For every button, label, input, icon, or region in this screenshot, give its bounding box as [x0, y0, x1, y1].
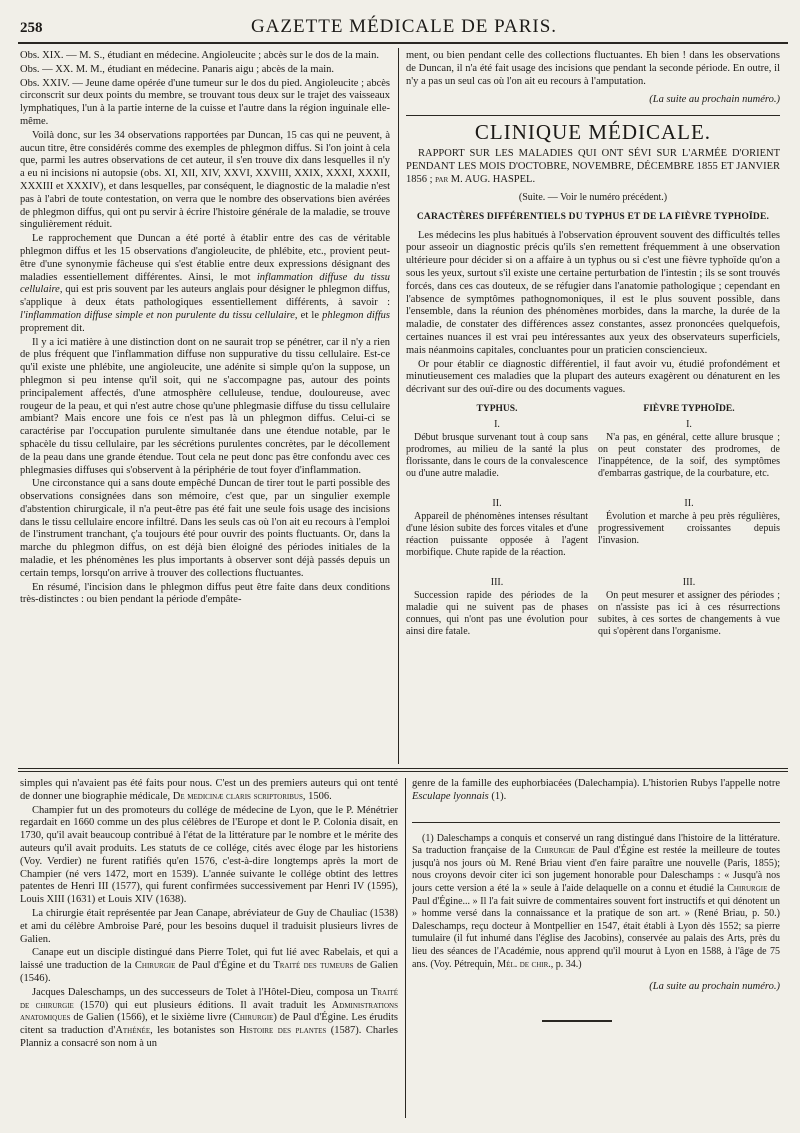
paragraph: Champier fut un des promoteurs du collége de médecine de Lyon, que le P. Ménétrier regardait en 1660 comme un des plus célèbres de l'Europe et dont le P. Colonia disait, en 1730, qu'il avait beaucoup contribué à l'état de la littérature par le nombre et le mérite des auteurs qu'il avait produits. Les statuts de ce collége, cités avec éloge par les historiens (Voy. Verdier) ne furent ratifiés qu'en 1576, c'est-à-dire longtemps après la mort de Champier (né vers 1472, mort en 1539). L'année suivante le collége obtint des lettres patentes de Henri III (1577), qui furent confirmées successivement par Henri IV (1595), Louis XIII (1631) et Louis XIV (1638).: [20, 804, 398, 906]
column-divider-bottom: [405, 778, 406, 1118]
page-header: [20, 14, 788, 38]
column-divider-top: [398, 48, 399, 764]
row-number: III.: [682, 576, 696, 588]
paragraph: simples qui n'avaient pas été faits pour nous. C'est un des premiers auteurs qui ont tenté de donner une biographie médicale, De medicinæ claris scriptoribus, 1506.: [20, 778, 398, 802]
left-column: [20, 50, 390, 764]
obs-20: Obs. — XX. M. M., étudiant en médecine. Panaris aigu ; abcès de la main.: [20, 63, 335, 75]
paragraph: En résumé, l'incision dans le phlegmon diffus peut être faite dans deux conditions très-distinctes : ou bien pendant la période d'empâte-: [20, 581, 390, 606]
report-heading: RAPPORT SUR LES MALADIES QUI ONT SÉVI SUR L'ARMÉE D'ORIENT PENDANT LES MOIS D'OCTOBRE, NOVEMBRE, DÉCEMBRE 1855 ET JANVIER 1856 ; par M. AUG. HASPEL.: [406, 147, 780, 185]
paragraph: genre de la famille des euphorbiacées (Dalechampia). L'historien Rubys l'appelle notre Esculape lyonnais (1).: [412, 778, 780, 802]
typhus-column: [406, 403, 588, 656]
fievre-heading: FIÈVRE TYPHOÏDE.: [643, 403, 735, 414]
suite-reference: (Suite. — Voir le numéro précédent.): [518, 191, 668, 203]
end-rule: [542, 1020, 612, 1022]
section-divider: [18, 768, 788, 769]
paragraph: Le rapprochement que Duncan a été porté à établir entre des cas de véritable phlegmon diffus et les 15 observations d'angioleucite, de phlébite, etc., provient peut-être d'une synonymie fâcheuse qui s'est établie entre deux expressions désignant des maladies essentiellement différentes. Ainsi, le mot inflammation diffuse du tissu cellulaire, qui est pris souvent par les auteurs anglais pour désigner le phlegmon diffus, s'applique à deux états pathologiques essentiellement différents, à savoir : l'inflammation diffuse simple et non purulente du tissu cellulaire, et le phlegmon diffus proprement dit.: [20, 233, 390, 334]
obs-24: Obs. XXIV. — Jeune dame opérée d'une tumeur sur le dos du pied. Angioleucite ; abcès circonscrit sur deux points du membre, se trouvant tous deux sur le trajet des vaisseaux lymphatiques, l'un à la partie interne de la cuisse et l'autre dans la région inguinale elle-même.: [20, 77, 390, 127]
paragraph: Il y a ici matière à une distinction dont on ne saurait trop se pénétrer, car il n'y a rien de plus fréquent que l'inflammation diffuse non suppurative du tissu cellulaire. Est-ce qu'il existe une phlébite, une angioleucite, une adénite si simple qu'on la suppose, un phlegmon si peu intense qu'il soit, qui ne s'accompagne pas, autour des points principalement affectés, d'une atmosphère celluleuse, tendue, douloureuse, avec rougeur de la peau, et qui n'est autre chose qu'une phlegmasie diffuse du tissu cellulaire ambiant? Mais encore une fois ce n'est pas là un phlegmon diffus. Celui-ci se caractérise par l'occupation purulente simultanée dans une étendue notable, par le sphacèle du tissu cellulaire, par les sécrétions purulentes concrètes, par le décollement de la peau dans une grande étendue. Tout cela ne peut donc pas être confondu avec ces phlegmasies diffuses qui s'observent à la périphérie de tout foyer d'inflammation.: [20, 336, 390, 476]
fievre-entry: Évolution et marche à peu près régulières, progressivement croissantes depuis l'invasion.: [598, 510, 780, 546]
paragraph: Voilà donc, sur les 34 observations rapportées par Duncan, 15 cas qui ne peuvent, à aucun titre, être considérés comme des exemples de phlegmon diffus. Si l'on joint à cela que, parmi les autres observations de cet auteur, il s'en trouve dix dans lesquelles il n'y a eu ni incisions ni autopsie (obs. XI, XII, XIV, XXVI, XXVIII, XXIX, XXXI, XXXII, XXXIII et XXXIV), et dans lesquelles, par conséquent, le diagnostic de la maladie n'est pas à l'abri de toute contestation, on verra que le nombre des observations bien avérées de phlegmon diffus, qui ont pu servir à écrire l'histoire générale de la maladie, se trouve singulièrement réduit.: [20, 129, 390, 231]
suite-note: (La suite au prochain numéro.): [649, 94, 780, 106]
row-number: II.: [492, 497, 502, 509]
subsection-heading: CARACTÈRES DIFFÉRENTIELS DU TYPHUS ET DE LA FIÈVRE TYPHOÏDE.: [416, 211, 770, 222]
bottom-left-column: [20, 778, 398, 1118]
row-number: I.: [686, 418, 692, 430]
right-column: [406, 50, 780, 764]
bottom-right-column: [412, 778, 780, 1118]
paragraph: La chirurgie était représentée par Jean Canape, abréviateur de Guy de Chauliac (1538) et ami du célèbre Ambroise Paré, pour les besoins duquel il traduisit plusieurs livres de Galien.: [20, 907, 398, 945]
row-number: II.: [684, 497, 694, 509]
short-rule: [406, 115, 780, 116]
footnote: (1) Daleschamps a conquis et conservé un rang distingué dans l'histoire de la littérature. Sa traduction française de la Chirurgie de Paul d'Égine est restée la meilleure de toutes jusqu'à nos jours où M. René Briau vient d'en faire paraître une nouvelle (Paris, 1855); nous croyons devoir citer ici son jugement honorable pour Daleschamps : « Jusqu'à nos jours cette version a été la » seule à l'aide delaquelle on a connu et étudié la Chirurgie de Paul d'Égine... » Il l'a fait suivre de commentaires souvent fort instructifs et qui dénotent un » homme versé dans la connaissance et la pratique de son art. » (René Briau, p. 50.) Daleschamps, reçu docteur à Montpellier en 1547, était établi à Lyon dès 1552; sa pierre tumulaire (il fut inhumé dans l'église des Jacobins), conservée au palais des Arts, près du lieu des séances de l'Académie, nous apprend qu'il mourut à Lyon en 1588, à l'âge de 75 ans. (Voy. Pétrequin, Mél. de chir., p. 34.): [412, 832, 780, 970]
typhus-heading: TYPHUS.: [476, 403, 518, 414]
suite-note: (La suite au prochain numéro.): [649, 981, 780, 993]
paragraph: Les médecins les plus habitués à l'observation éprouvent souvent des difficultés telles pour asseoir un diagnostic précis qu'ils s'en remettent fréquemment à une observation ultérieure pour décider si on a affaire à un typhus ou si c'est une fièvre typhoïde qu'on a sous les yeux, surtout s'il existe une certaine perturbation de l'intestin ; ils se sont trouvés forcés, dans ces cas douteux, de se réfugier dans l'anatomie pathologique ; cependant en l'absence de symptômes pathognomoniques, il est le plus souvent possible, dans l'ensemble, dans la réunion des phénomènes morbides, dans la marche, la durée de la maladie, de constater des différences assez constantes, assez prononcées quelquefois, certaines nuances il est vrai peu intéressantes aux yeux des observateurs superficiels, mais néanmoins capitales, concluantes pour un praticien consciencieux.: [406, 229, 780, 356]
footnote-rule: [412, 822, 780, 823]
paragraph: ment, ou bien pendant celle des collections fluctuantes. Eh bien ! dans les observations de Duncan, il n'a été fait usage des incisions que pendant la seconde période. En outre, il n'y a pas un seul cas où l'on ait eu recours à l'amputation.: [406, 50, 780, 87]
fievre-entry: N'a pas, en général, cette allure brusque ; on peut constater des prodromes, de l'inappétence, de la soif, des symptômes d'embarras gastrique, de la courbature, etc.: [598, 431, 780, 479]
row-number: III.: [490, 576, 504, 588]
comparison-table: [406, 403, 780, 656]
section-divider-2: [18, 771, 788, 772]
paragraph: Or pour établir ce diagnostic différentiel, il faut avoir vu, étudié profondément et minutieusement ces maladies que la plupart des auteurs exagèrent ou dénaturent en les décrivant sur des ouï-dire ou des documents vagues.: [406, 358, 780, 396]
journal-title: GAZETTE MÉDICALE DE PARIS.: [250, 16, 558, 37]
section-title: CLINIQUE MÉDICALE.: [474, 120, 712, 145]
row-number: I.: [494, 418, 500, 430]
paragraph: Une circonstance qui a sans doute empêché Duncan de tirer tout le parti possible des observations consignées dans son mémoire, c'est que, par un singulier exemple d'abstention chirurgicale, il n'a peut-être pas été fait une seule fois usage des incisions dans le tissu cellulaire encore infiltré. Dans les seuls cas où l'on ait eu recours à l'emploi de l'instrument tranchant, ç'a toujours été pour ouvrir des points fluctuants. Or, dans la marche du phlegmon diffus, on est déjà bien éloigné des périodes initiales de la maladie, et les phénomènes les plus importants à observer sont déjà passés depuis un certain temps, lorsqu'on arrive à trouver des collections fluctuantes.: [20, 478, 390, 579]
typhus-entry: Succession rapide des périodes de la maladie qui ne suivent pas de phases connues, qui n'ont pas une évolution pour ainsi dire fatale.: [406, 589, 588, 637]
page-number: 258: [20, 20, 43, 36]
typhus-entry: Appareil de phénomènes intenses résultant d'une lésion subite des forces vitales et d'une réaction puissante opposée à l'agent morbifique. Chute rapide de la réaction.: [406, 510, 588, 558]
fievre-column: [598, 403, 780, 656]
paragraph: Jacques Daleschamps, un des successeurs de Tolet à l'Hôtel-Dieu, composa un Traité de chirurgie (1570) qui eut plusieurs éditions. Il avait traduit les Administrations anatomiques de Galien (1566), et le sixième livre (Chirurgie) de Paul d'Égine. Les érudits citent sa traduction d'Athénée, les botanistes son Histoire des plantes (1587). Charles Planniz a consacré son nom à un: [20, 986, 398, 1049]
typhus-entry: Début brusque survenant tout à coup sans prodromes, au milieu de la santé la plus florissante, dans le cours de la convalescence ou d'une autre maladie.: [406, 431, 588, 479]
header-rule: [18, 42, 788, 44]
obs-19: Obs. XIX. — M. S., étudiant en médecine. Angioleucite ; abcès sur le dos de la main.: [20, 50, 379, 61]
fievre-entry: On peut mesurer et assigner des périodes ; on n'assiste pas ici à ces résurrections subites, à ces sortes de changements à vue qui s'opèrent dans l'organisme.: [598, 589, 780, 637]
paragraph: Canape eut un disciple distingué dans Pierre Tolet, qui fut lié avec Rabelais, et qui a laissé une traduction de la Chirurgie de Paul d'Égine et du Traité des tumeurs de Galien (1546).: [20, 947, 398, 984]
